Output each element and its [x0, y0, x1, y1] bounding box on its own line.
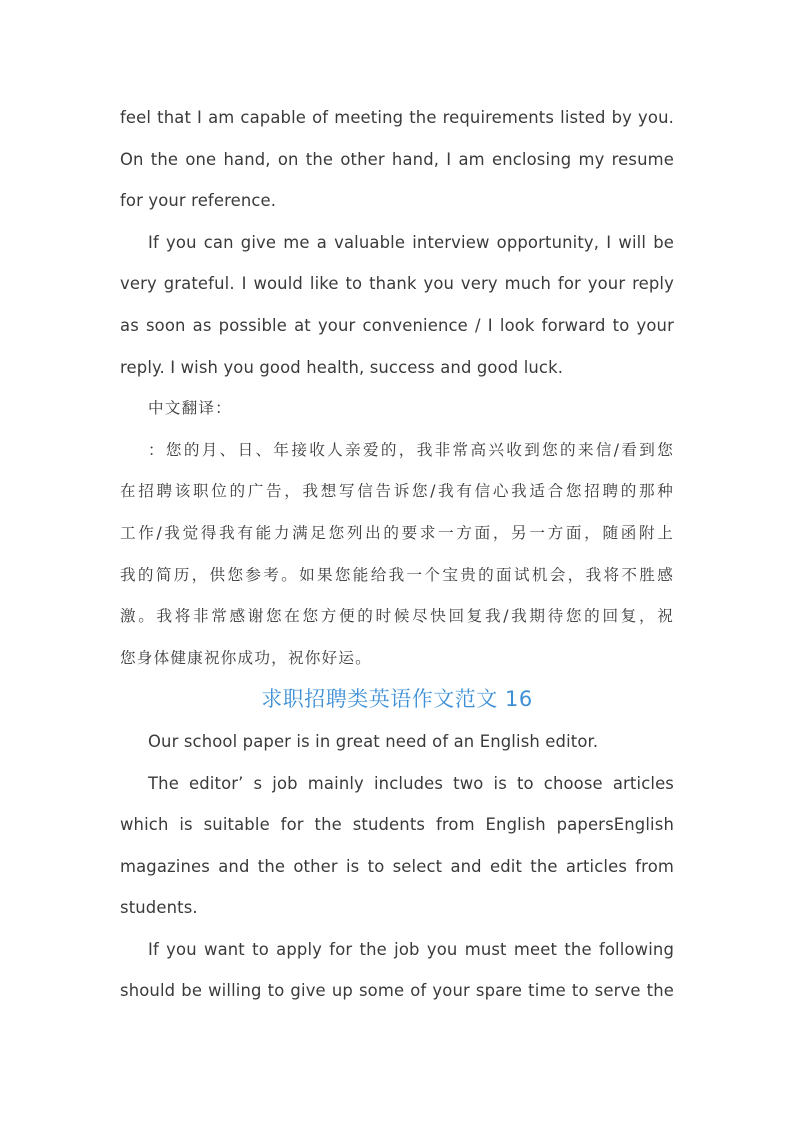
text-line: very grateful. I would like to thank you very much for your reply	[120, 274, 674, 294]
text-line: The editor’ s job mainly includes two is to choose articles	[148, 773, 674, 793]
chinese-translation-label	[120, 388, 674, 430]
text-line: as soon as possible at your convenience / I look forward to your	[120, 315, 674, 335]
text-line: magazines and the other is to select and edit the articles from	[120, 856, 674, 876]
paragraph-interview	[120, 222, 674, 388]
text-line: for your reference.	[120, 191, 277, 211]
text-line: 在招聘该职位的广告，我想写信告诉您/我有信心我适合您招聘的那种	[120, 482, 674, 501]
text-line: If you can give me a valuable interview opportunity, I will be	[148, 232, 674, 252]
text-line: reply. I wish you good health, success and good luck.	[120, 357, 564, 377]
text-line: which is suitable for the students from English papersEnglish	[120, 815, 674, 835]
text-line: 中文翻译：	[148, 399, 232, 418]
section-heading: 求职招聘类英语作文范文 16	[261, 687, 533, 712]
text-line: 激。我将非常感谢您在您方便的时候尽快回复我/我期待您的回复，祝	[120, 607, 674, 626]
text-line: If you want to apply for the job you must meet the following	[148, 939, 674, 959]
text-line: ：您的月、日、年接收人亲爱的，我非常高兴收到您的来信/看到您	[148, 440, 674, 459]
text-line: students.	[120, 898, 198, 918]
document-page	[120, 97, 674, 1012]
text-line: should be willing to give up some of your spare time to serve the	[120, 981, 674, 1001]
paragraph-apply	[120, 929, 674, 1012]
text-line: feel that I am capable of meeting the requirements listed by you.	[120, 108, 674, 127]
chinese-translation-paragraph	[120, 430, 674, 680]
text-line: 工作/我觉得我有能力满足您列出的要求一方面，另一方面，随函附上	[120, 523, 674, 542]
paragraph-school-paper	[120, 721, 674, 763]
text-line: Our school paper is in great need of an English editor.	[148, 731, 599, 751]
text-line: 您身体健康祝你成功，祝你好运。	[120, 648, 372, 667]
paragraph-resume	[120, 97, 674, 222]
text-line: 我的简历，供您参考。如果您能给我一个宝贵的面试机会，我将不胜感	[120, 565, 674, 584]
text-line: On the one hand, on the other hand, I am enclosing my resume	[120, 149, 674, 169]
paragraph-editor-job	[120, 763, 674, 929]
